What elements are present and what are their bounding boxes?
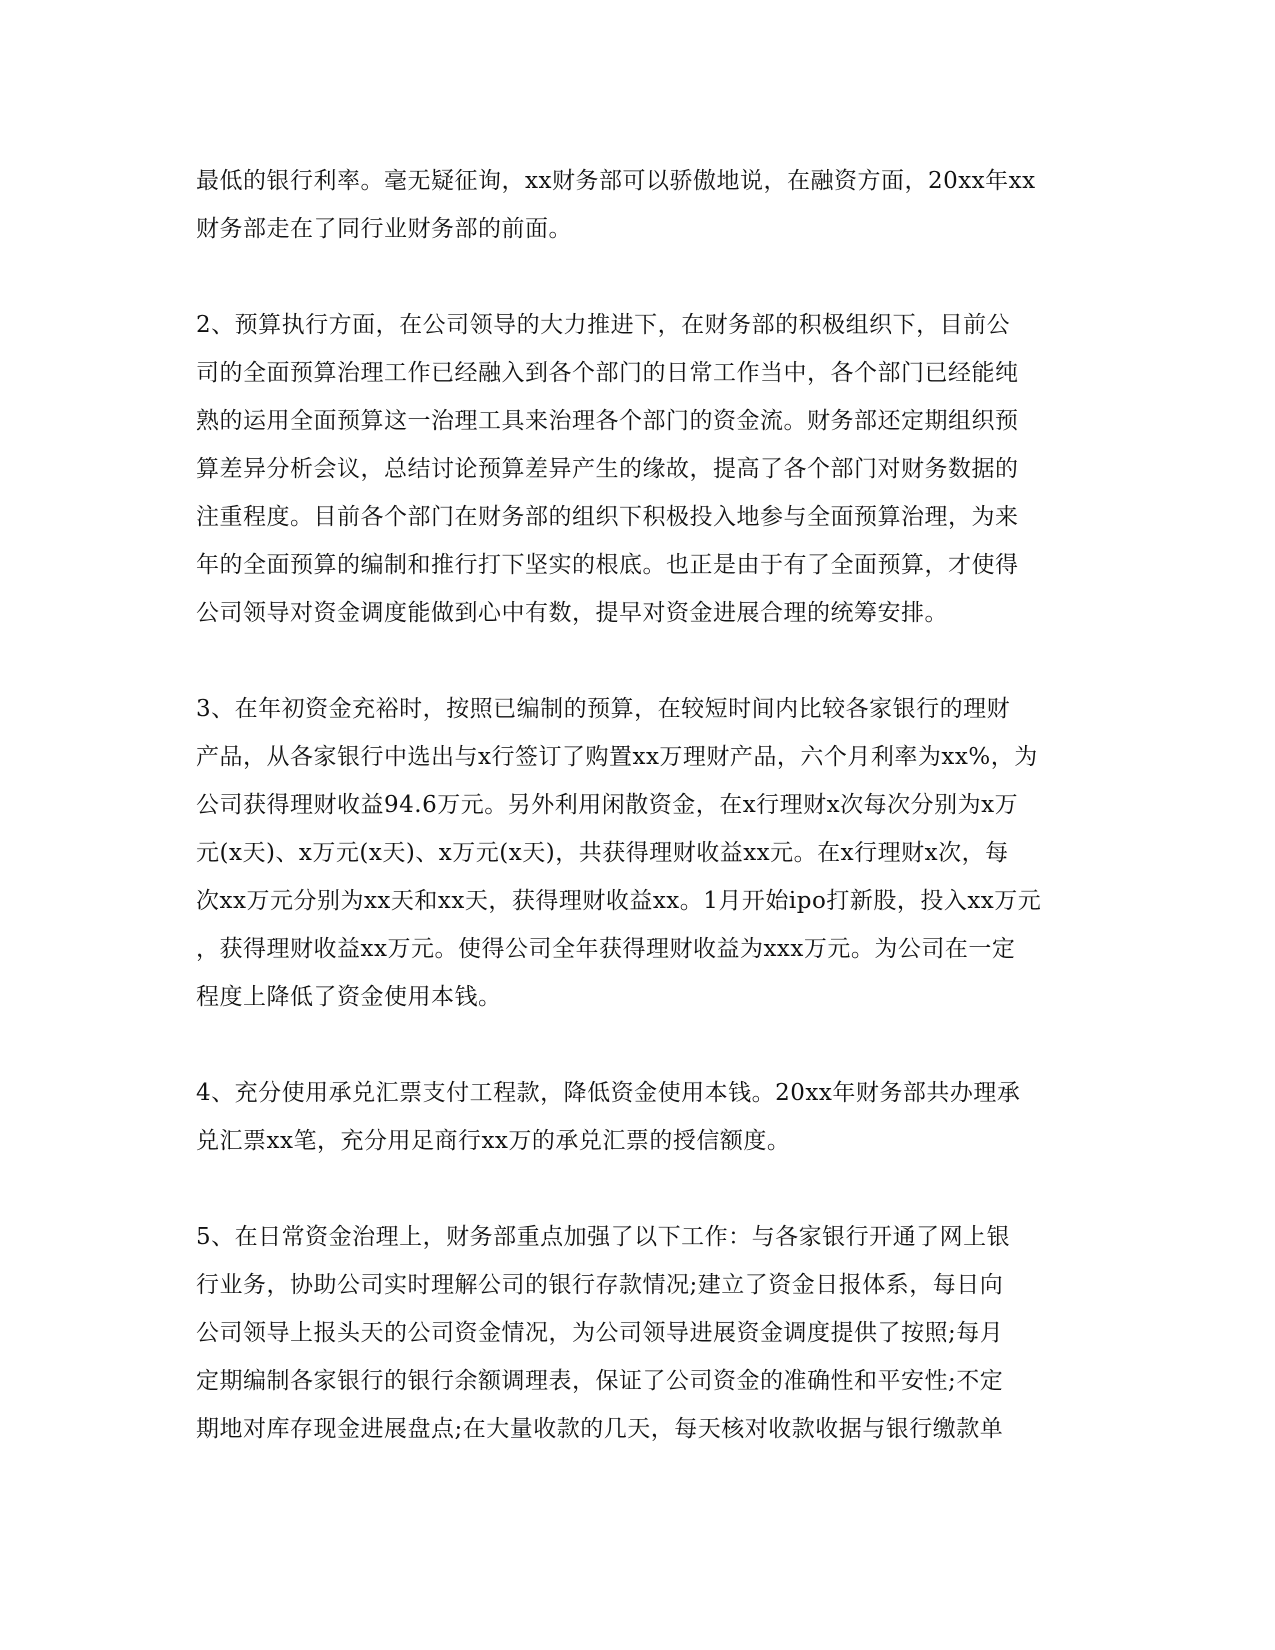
text-line: 公司领导上报头天的公司资金情况，为公司领导进展资金调度提供了按照;每月: [196, 1320, 1004, 1346]
text-line: 期地对库存现金进展盘点;在大量收款的几天，每天核对收款收据与银行缴款单: [196, 1416, 1004, 1442]
text-line: 4、充分使用承兑汇票支付工程款，降低资金使用本钱。20xx年财务部共办理承: [196, 1080, 1021, 1106]
text-line: 注重程度。目前各个部门在财务部的组织下积极投入地参与全面预算治理，为来: [196, 504, 1019, 530]
paragraph-budget-execution: [196, 301, 1076, 637]
text-line: 程度上降低了资金使用本钱。: [196, 984, 502, 1010]
text-line: 最低的银行利率。毫无疑征询，xx财务部可以骄傲地说，在融资方面，20xx年xx: [196, 168, 1036, 194]
text-line: 财务部走在了同行业财务部的前面。: [196, 216, 572, 242]
text-line: 司的全面预算治理工作已经融入到各个部门的日常工作当中，各个部门已经能纯: [196, 360, 1019, 386]
text-line: 次xx万元分别为xx天和xx天，获得理财收益xx。1月开始ipo打新股，投入xx万元: [196, 888, 1042, 914]
text-line: 5、在日常资金治理上，财务部重点加强了以下工作：与各家银行开通了网上银: [196, 1224, 1011, 1250]
text-line: 元(x天)、x万元(x天)、x万元(x天)，共获得理财收益xx元。在x行理财x次，每: [196, 840, 1009, 866]
paragraph-daily-fund-management: [196, 1213, 1076, 1453]
text-line: 兑汇票xx笔，充分用足商行xx万的承兑汇票的授信额度。: [196, 1128, 791, 1154]
text-line: 年的全面预算的编制和推行打下坚实的根底。也正是由于有了全面预算，才使得: [196, 552, 1019, 578]
paragraph-financing: [196, 157, 1076, 253]
text-line: 产品，从各家银行中选出与x行签订了购置xx万理财产品，六个月利率为xx%，为: [196, 744, 1038, 770]
text-line: 算差异分析会议，总结讨论预算差异产生的缘故，提高了各个部门对财务数据的: [196, 456, 1019, 482]
text-line: 公司获得理财收益94.6万元。另外利用闲散资金，在x行理财x次每次分别为x万: [196, 792, 1019, 818]
document-body: [196, 157, 1076, 1501]
text-line: ，获得理财收益xx万元。使得公司全年获得理财收益为xxx万元。为公司在一定: [196, 936, 1016, 962]
text-line: 3、在年初资金充裕时，按照已编制的预算，在较短时间内比较各家银行的理财: [196, 696, 1011, 722]
text-line: 熟的运用全面预算这一治理工具来治理各个部门的资金流。财务部还定期组织预: [196, 408, 1019, 434]
paragraph-wealth-management: [196, 685, 1076, 1021]
text-line: 公司领导对资金调度能做到心中有数，提早对资金进展合理的统筹安排。: [196, 600, 948, 626]
text-line: 2、预算执行方面，在公司领导的大力推进下，在财务部的积极组织下，目前公: [196, 312, 1011, 338]
text-line: 定期编制各家银行的银行余额调理表，保证了公司资金的准确性和平安性;不定: [196, 1368, 1004, 1394]
paragraph-acceptance-bills: [196, 1069, 1076, 1165]
text-line: 行业务，协助公司实时理解公司的银行存款情况;建立了资金日报体系，每日向: [196, 1272, 1004, 1298]
